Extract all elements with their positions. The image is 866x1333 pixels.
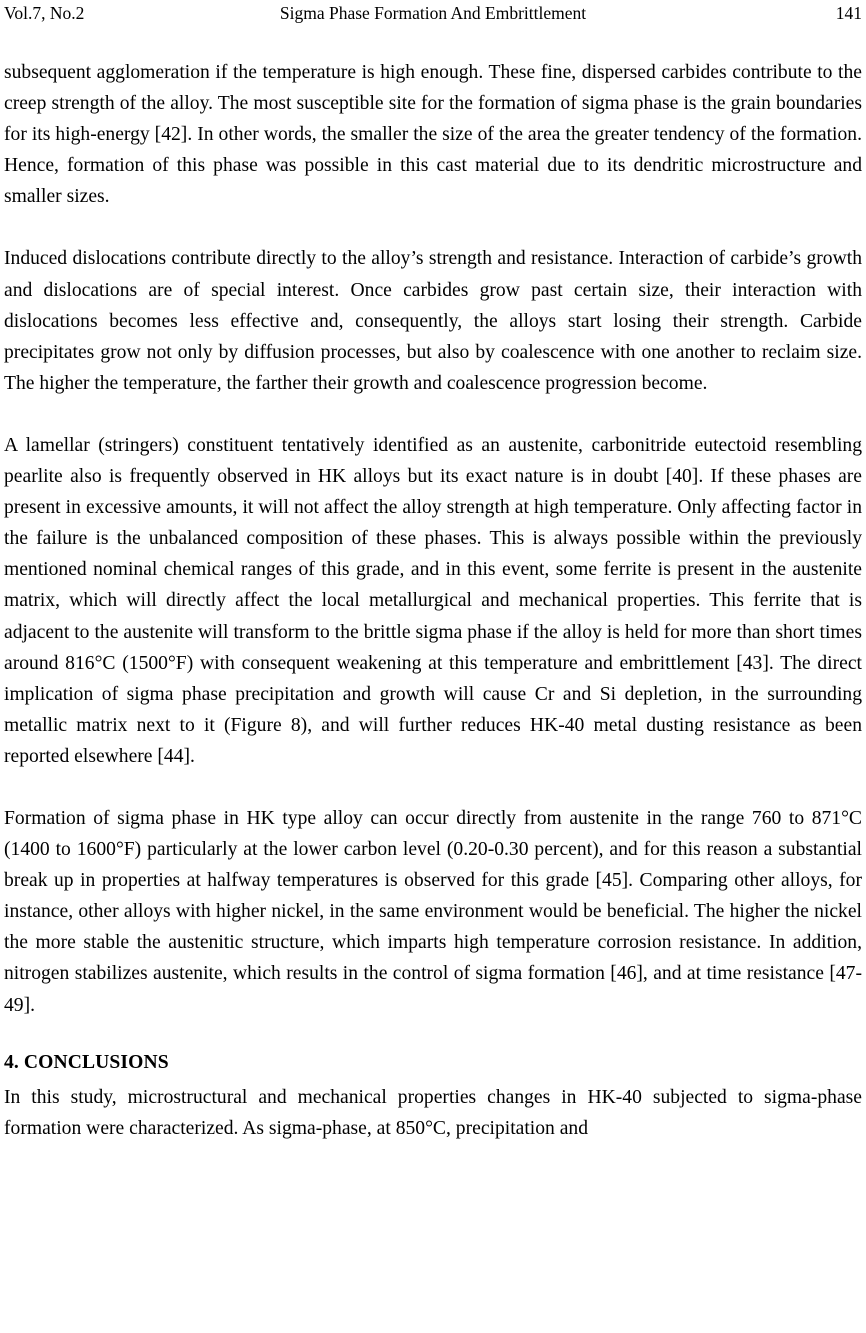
header-volume-issue: Vol.7, No.2 (4, 3, 85, 23)
section-heading-conclusions: 4. CONCLUSIONS (4, 1051, 169, 1073)
paragraph: In this study, microstructural and mechanical properties changes in HK-40 subjected to sigma-phase formation were characterized. As sigma-phase, at 850°C, precipitation and (4, 1086, 862, 1139)
paragraph: A lamellar (stringers) constituent tentatively identified as an austenite, carbonitride eutectoid resembling pearlite also is frequently observed in HK alloys but its exact nature is in doubt [40]. If these phases are present in excessive amounts, it will not affect the alloy strength at high temperature. Only affecting factor in the failure is the unbalanced composition of these phases. This is always possible within the previously mentioned nominal chemical ranges of this grade, and in this event, some ferrite is present in the austenite matrix, which will directly affect the local metallurgical and mechanical properties. This ferrite that is adjacent to the austenite will transform to the brittle sigma phase if the alloy is held for more than short times around 816°C (1500°F) with consequent weakening at this temperature and embrittlement [43]. The direct implication of sigma phase precipitation and growth will cause Cr and Si depletion, in the surrounding metallic matrix next to it (Figure 8), and will further reduces HK-40 metal dusting resistance as been reported elsewhere [44]. (4, 434, 862, 767)
running-header (4, 0, 862, 27)
header-page-number: 141 (835, 3, 862, 23)
paragraph: subsequent agglomeration if the temperature is high enough. These fine, dispersed carbides contribute to the creep strength of the alloy. The most susceptible site for the formation of sigma phase is the grain boundaries for its high-energy [42]. In other words, the smaller the size of the area the greater tendency of the formation. Hence, formation of this phase was possible in this cast material due to its dendritic microstructure and smaller sizes. (4, 62, 862, 208)
body-text-column (4, 57, 862, 1144)
paragraph: Induced dislocations contribute directly to the alloy’s strength and resistance. Interaction of carbide’s growth and dislocations are of special interest. Once carbides grow past certain size, their interaction with dislocations becomes less effective and, consequently, the alloys start losing their strength. Carbide precipitates grow not only by diffusion processes, but also by coalescence with one another to reclaim size. The higher the temperature, the farther their growth and coalescence progression become. (4, 248, 862, 394)
header-running-title: Sigma Phase Formation And Embrittlement (279, 3, 587, 23)
paragraph: Formation of sigma phase in HK type alloy can occur directly from austenite in the range 760 to 871°C (1400 to 1600°F) particularly at the lower carbon level (0.20-0.30 percent), and for this reason a substantial break up in properties at halfway temperatures is observed for this grade [45]. Comparing other alloys, for instance, other alloys with higher nickel, in the same environment would be beneficial. The higher the nickel the more stable the austenitic structure, which imparts high temperature corrosion resistance. In addition, nitrogen stabilizes austenite, which results in the control of sigma formation [46], and at time resistance [47-49]. (4, 807, 862, 1016)
